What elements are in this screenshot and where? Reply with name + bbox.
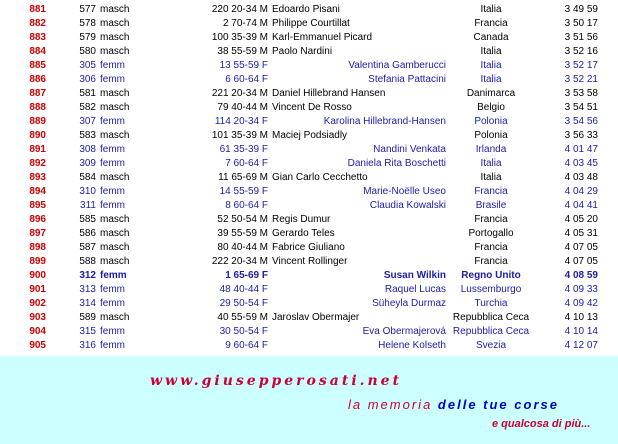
time-cell: 4 04 41: [564, 200, 598, 211]
athlete-name-cell: Susan Wilkin: [383, 270, 446, 281]
gender-rank-cell: 313: [79, 284, 96, 295]
time-cell: 4 07 05: [564, 256, 598, 267]
category-cell: 101 35-39 M: [211, 130, 268, 141]
category-cell: 221 20-34 M: [211, 88, 268, 99]
time-cell: 4 05 20: [564, 214, 598, 225]
category-cell: 30 50-54 F: [219, 326, 268, 337]
position-cell: 885: [29, 60, 46, 71]
gender-cell: masch: [100, 32, 130, 43]
category-cell: 48 40-44 F: [219, 284, 268, 295]
gender-rank-cell: 314: [79, 298, 96, 309]
gender-rank-cell: 316: [79, 340, 96, 351]
table-row: [0, 311, 618, 325]
gender-rank-cell: 312: [79, 270, 96, 281]
gender-cell: femm: [100, 116, 125, 127]
table-row: [0, 339, 618, 353]
category-cell: 80 40-44 M: [217, 242, 268, 253]
gender-cell: masch: [100, 46, 130, 57]
position-cell: 905: [29, 340, 46, 351]
athlete-name-cell: Daniela Rita Boschetti: [347, 158, 446, 169]
table-row: [0, 115, 618, 129]
athlete-name-cell: Karolina Hillebrand-Hansen: [323, 116, 446, 127]
position-cell: 901: [29, 284, 46, 295]
gender-cell: femm: [100, 158, 125, 169]
tagline: [348, 397, 559, 412]
gender-cell: masch: [100, 4, 130, 15]
nation-cell: Lussemburgo: [460, 284, 522, 295]
position-cell: 893: [29, 172, 46, 183]
table-row: [0, 157, 618, 171]
table-row: [0, 101, 618, 115]
athlete-name-cell: Fabrice Giuliano: [272, 242, 345, 253]
time-cell: 3 54 51: [564, 102, 598, 113]
time-cell: 4 01 47: [564, 144, 598, 155]
table-row: [0, 283, 618, 297]
position-cell: 891: [29, 144, 46, 155]
gender-rank-cell: 586: [79, 228, 96, 239]
time-cell: 4 09 42: [564, 298, 598, 309]
position-cell: 904: [29, 326, 46, 337]
nation-cell: Portogallo: [468, 228, 514, 239]
category-cell: 222 20-34 M: [211, 256, 268, 267]
time-cell: 3 54 56: [564, 116, 598, 127]
gender-cell: masch: [100, 172, 130, 183]
gender-cell: masch: [100, 88, 130, 99]
gender-rank-cell: 315: [79, 326, 96, 337]
time-cell: 3 52 17: [564, 60, 598, 71]
gender-rank-cell: 585: [79, 214, 96, 225]
gender-rank-cell: 307: [79, 116, 96, 127]
athlete-name-cell: Edoardo Pisani: [272, 4, 340, 15]
athlete-name-cell: Philippe Courtillat: [272, 18, 350, 29]
athlete-name-cell: Valentina Gamberucci: [348, 60, 446, 71]
position-cell: 892: [29, 158, 46, 169]
position-cell: 884: [29, 46, 46, 57]
gender-rank-cell: 587: [79, 242, 96, 253]
gender-rank-cell: 584: [79, 172, 96, 183]
athlete-name-cell: Vincent De Rosso: [272, 102, 352, 113]
gender-cell: femm: [100, 200, 125, 211]
table-row: [0, 269, 618, 283]
athlete-name-cell: Karl-Emmanuel Picard: [272, 32, 373, 43]
nation-cell: Italia: [480, 60, 502, 71]
athlete-name-cell: Süheyla Durmaz: [372, 298, 446, 309]
gender-cell: masch: [100, 312, 130, 323]
athlete-name-cell: Marie-Noëlle Useo: [363, 186, 446, 197]
nation-cell: Francia: [474, 242, 508, 253]
gender-cell: femm: [100, 74, 125, 85]
tagline-part1: la memoria: [348, 397, 433, 412]
table-row: [0, 185, 618, 199]
gender-rank-cell: 583: [79, 130, 96, 141]
athlete-name-cell: Gian Carlo Cecchetto: [272, 172, 368, 183]
nation-cell: Canada: [473, 32, 509, 43]
athlete-name-cell: Vincent Rollinger: [272, 256, 348, 267]
gender-cell: femm: [100, 284, 125, 295]
athlete-name-cell: Stefania Pattacini: [368, 74, 446, 85]
table-row: [0, 255, 618, 269]
position-cell: 897: [29, 228, 46, 239]
position-cell: 895: [29, 200, 46, 211]
table-row: [0, 73, 618, 87]
table-row: [0, 241, 618, 255]
table-row: [0, 17, 618, 31]
time-cell: 3 51 56: [564, 32, 598, 43]
gender-rank-cell: 581: [79, 88, 96, 99]
position-cell: 881: [29, 4, 46, 15]
position-cell: 888: [29, 102, 46, 113]
category-cell: 8 60-64 F: [225, 200, 268, 211]
gender-rank-cell: 309: [79, 158, 96, 169]
table-row: [0, 31, 618, 45]
nation-cell: Repubblica Ceca: [452, 312, 530, 323]
gender-rank-cell: 580: [79, 46, 96, 57]
category-cell: 39 55-59 M: [217, 228, 268, 239]
category-cell: 1 65-69 F: [225, 270, 268, 281]
table-row: [0, 325, 618, 339]
time-cell: 4 10 14: [564, 326, 598, 337]
table-row: [0, 199, 618, 213]
nation-cell: Francia: [474, 214, 508, 225]
table-row: [0, 213, 618, 227]
time-cell: 3 52 16: [564, 46, 598, 57]
nation-cell: Polonia: [474, 116, 508, 127]
category-cell: 11 65-69 M: [218, 172, 268, 183]
position-cell: 894: [29, 186, 46, 197]
gender-rank-cell: 308: [79, 144, 96, 155]
nation-cell: Francia: [474, 186, 508, 197]
athlete-name-cell: Maciej Podsiadly: [272, 130, 348, 141]
table-row: [0, 297, 618, 311]
gender-cell: femm: [100, 186, 125, 197]
category-cell: 38 55-59 M: [217, 46, 268, 57]
nation-cell: Italia: [480, 158, 502, 169]
time-cell: 3 49 59: [564, 4, 598, 15]
gender-rank-cell: 310: [79, 186, 96, 197]
athlete-name-cell: Regis Dumur: [272, 214, 331, 225]
gender-rank-cell: 588: [79, 256, 96, 267]
category-cell: 6 60-64 F: [225, 74, 268, 85]
tagline-subtitle: e qualcosa di più...: [492, 418, 591, 430]
position-cell: 887: [29, 88, 46, 99]
table-row: [0, 143, 618, 157]
gender-cell: femm: [100, 340, 125, 351]
time-cell: 4 09 33: [564, 284, 598, 295]
time-cell: 4 03 45: [564, 158, 598, 169]
table-row: [0, 3, 618, 17]
time-cell: 4 07 05: [564, 242, 598, 253]
time-cell: 3 52 21: [564, 74, 598, 85]
category-cell: 52 50-54 M: [217, 214, 268, 225]
table-row: [0, 59, 618, 73]
gender-cell: masch: [100, 18, 130, 29]
gender-rank-cell: 577: [79, 4, 96, 15]
site-url-link[interactable]: www.giusepperosati.net: [150, 373, 403, 389]
gender-rank-cell: 578: [79, 18, 96, 29]
gender-rank-cell: 305: [79, 60, 96, 71]
gender-cell: masch: [100, 256, 130, 267]
category-cell: 79 40-44 M: [217, 102, 268, 113]
athlete-name-cell: Gerardo Teles: [272, 228, 335, 239]
gender-rank-cell: 311: [80, 200, 96, 211]
gender-rank-cell: 589: [79, 312, 96, 323]
category-cell: 9 60-64 F: [225, 340, 268, 351]
gender-cell: masch: [100, 130, 130, 141]
time-cell: 3 50 17: [564, 18, 598, 29]
nation-cell: Danimarca: [466, 88, 516, 99]
athlete-name-cell: Daniel Hillebrand Hansen: [272, 88, 386, 99]
gender-cell: masch: [100, 242, 130, 253]
category-cell: 2 70-74 M: [222, 18, 268, 29]
position-cell: 882: [29, 18, 46, 29]
position-cell: 896: [29, 214, 46, 225]
time-cell: 4 05 31: [564, 228, 598, 239]
category-cell: 29 50-54 F: [219, 298, 268, 309]
nation-cell: Italia: [480, 46, 502, 57]
gender-cell: masch: [100, 214, 130, 225]
table-row: [0, 45, 618, 59]
gender-cell: femm: [100, 60, 125, 71]
position-cell: 899: [29, 256, 46, 267]
athlete-name-cell: Helene Kolseth: [378, 340, 446, 351]
category-cell: 114 20-34 F: [214, 116, 268, 127]
gender-rank-cell: 579: [79, 32, 96, 43]
tagline-part2: delle tue corse: [437, 397, 559, 412]
time-cell: 4 08 59: [564, 270, 598, 281]
nation-cell: Italia: [480, 74, 502, 85]
gender-rank-cell: 582: [79, 102, 96, 113]
athlete-name-cell: Paolo Nardini: [272, 46, 333, 57]
category-cell: 220 20-34 M: [211, 4, 268, 15]
nation-cell: Svezia: [475, 340, 506, 351]
category-cell: 7 60-64 F: [225, 158, 268, 169]
position-cell: 886: [29, 74, 46, 85]
category-cell: 14 55-59 F: [219, 186, 268, 197]
gender-cell: femm: [100, 144, 125, 155]
position-cell: 902: [29, 298, 46, 309]
time-cell: 3 53 58: [564, 88, 598, 99]
category-cell: 100 35-39 M: [211, 32, 268, 43]
gender-cell: masch: [100, 102, 130, 113]
gender-rank-cell: 306: [79, 74, 96, 85]
table-row: [0, 87, 618, 101]
nation-cell: Irlanda: [475, 144, 507, 155]
athlete-name-cell: Claudia Kowalski: [369, 200, 446, 211]
nation-cell: Repubblica Ceca: [452, 326, 530, 337]
time-cell: 4 03 48: [564, 172, 598, 183]
table-row: [0, 171, 618, 185]
position-cell: 890: [29, 130, 46, 141]
gender-cell: femm: [100, 298, 125, 309]
nation-cell: Francia: [474, 256, 508, 267]
category-cell: 40 55-59 M: [217, 312, 268, 323]
position-cell: 903: [29, 312, 46, 323]
nation-cell: Italia: [480, 4, 502, 15]
athlete-name-cell: Nandini Venkata: [373, 144, 446, 155]
nation-cell: Regno Unito: [461, 270, 521, 281]
gender-cell: masch: [100, 228, 130, 239]
position-cell: 898: [29, 242, 46, 253]
nation-cell: Polonia: [474, 130, 508, 141]
position-cell: 889: [29, 116, 46, 127]
table-row: [0, 129, 618, 143]
nation-cell: Turchia: [474, 298, 508, 309]
athlete-name-cell: Raquel Lucas: [384, 284, 446, 295]
athlete-name-cell: Eva Obermajerová: [362, 326, 446, 337]
table-row: [0, 227, 618, 241]
time-cell: 4 10 13: [564, 312, 598, 323]
athlete-name-cell: Jaroslav Obermajer: [272, 312, 360, 323]
time-cell: 3 56 33: [564, 130, 598, 141]
category-cell: 61 35-39 F: [219, 144, 268, 155]
gender-cell: femm: [100, 270, 127, 281]
position-cell: 900: [29, 270, 46, 281]
time-cell: 4 12 07: [564, 340, 598, 351]
category-cell: 13 55-59 F: [219, 60, 268, 71]
nation-cell: Italia: [480, 172, 502, 183]
nation-cell: Francia: [474, 18, 508, 29]
position-cell: 883: [29, 32, 46, 43]
time-cell: 4 04 29: [564, 186, 598, 197]
nation-cell: Brasile: [475, 200, 507, 211]
nation-cell: Belgio: [477, 102, 505, 113]
gender-cell: femm: [100, 326, 125, 337]
